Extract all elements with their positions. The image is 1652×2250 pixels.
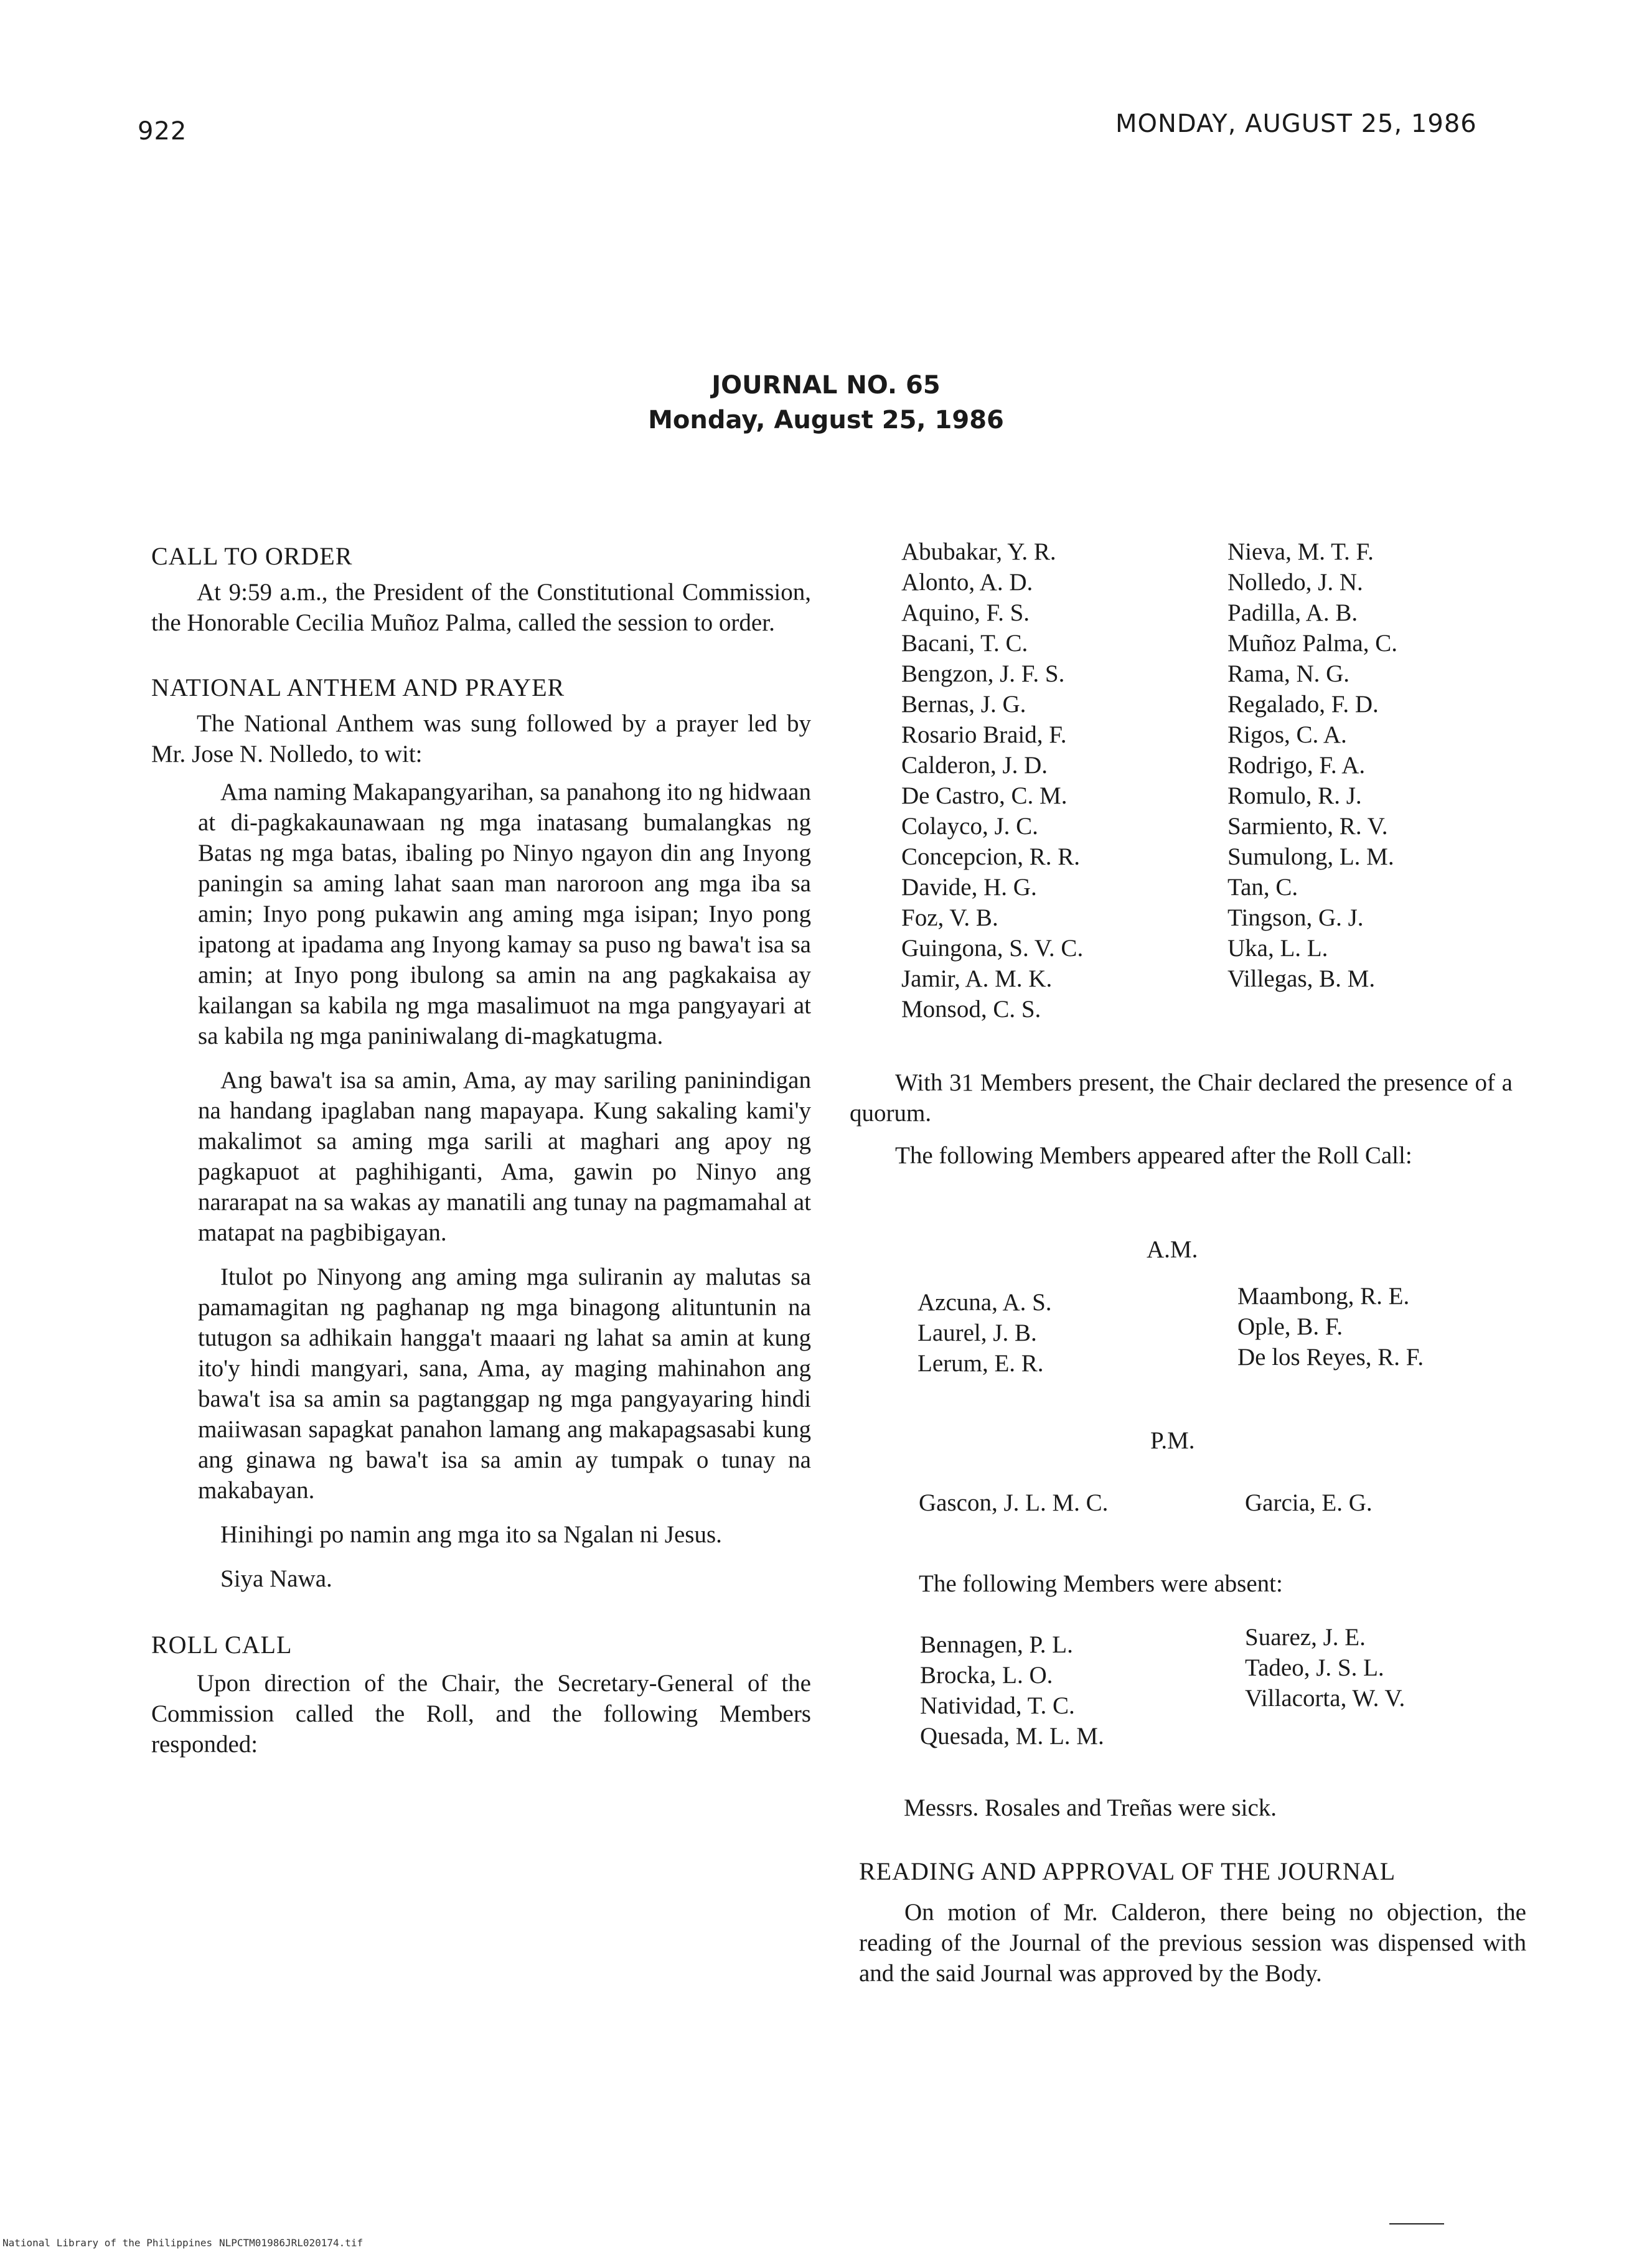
anthem-heading: NATIONAL ANTHEM AND PRAYER [151,673,565,701]
member-name: Laurel, J. B. [918,1320,1037,1346]
member-name: Tan, C. [1227,874,1298,901]
member-name: Rama, N. G. [1227,660,1350,687]
member-name: Bacani, T. C. [901,630,1028,657]
member-name: Villegas, B. M. [1227,965,1376,992]
prayer-paragraph: Itulot po Ninyong ang aming mga suliranin ay malutas sa pamamagitan ng paghanap ng mga binagong alituntunin na tutugon sa adhikain hangga't maaari ng lahat sa amin at kung ito'y hindi mangyari, sana, Ama, ay maging mahinahon ang bawa't isa sa amin sa pagtanggap ng mga pangyayaring hindi maiiwasan sapagkat panahon lamang ang makapagsasabi kung ang ginawa ng bawa't isa sa amin ay tumpak o tunay na makabayan. [198,1263,811,1504]
am-label: A.M. [1147,1236,1198,1263]
member-name: Azcuna, A. S. [918,1289,1052,1316]
prayer-paragraph: Siya Nawa. [220,1565,332,1592]
member-name: Tadeo, J. S. L. [1245,1654,1384,1681]
member-name: Regalado, F. D. [1227,691,1379,718]
footer-file: NLPCTM01986JRL020174.tif [219,2237,364,2249]
call-to-order-heading: CALL TO ORDER [151,542,353,570]
prayer-paragraph: Hinihingi po namin ang mga ito sa Ngalan ni Jesus. [220,1521,722,1548]
footer-rule [1389,2223,1444,2224]
left-column [151,541,811,1760]
call-to-order-text: At 9:59 a.m., the President of the Constitutional Commission, the Honorable Cecilia Muñoz Palma, called the session to order. [151,579,811,636]
member-name: Rigos, C. A. [1227,721,1347,748]
member-name: Uka, L. L. [1227,935,1328,962]
member-name: De Castro, C. M. [901,782,1068,809]
member-name: Padilla, A. B. [1227,599,1358,626]
member-name: Nieva, M. T. F. [1227,538,1374,565]
member-name: Bernas, J. G. [901,691,1026,718]
member-name: Gascon, J. L. M. C. [919,1489,1109,1516]
roll-call-text: Upon direction of the Chair, the Secretary-General of the Commission called the Roll, and the following Members responded: [151,1670,811,1758]
member-name: De los Reyes, R. F. [1237,1344,1424,1371]
member-name: Bengzon, J. F. S. [901,660,1065,687]
member-name: Davide, H. G. [901,874,1037,901]
member-name: Brocka, L. O. [920,1662,1053,1689]
member-name: Muñoz Palma, C. [1227,630,1397,657]
sick-note: Messrs. Rosales and Treñas were sick. [904,1794,1277,1821]
member-name: Concepcion, R. R. [901,843,1081,870]
member-name: Maambong, R. E. [1237,1283,1410,1310]
member-name: Bennagen, P. L. [920,1631,1073,1658]
late-members-intro: The following Members appeared after the Roll Call: [895,1142,1412,1169]
quorum-text: With 31 Members present, the Chair declared the presence of a quorum. [850,1069,1513,1127]
absent-members-col1 [920,1629,1104,1751]
reading-text: On motion of Mr. Calderon, there being no objection, the reading of the Journal of the previous session was dispensed with and the said Journal was approved by the Body. [859,1899,1526,1987]
prayer-paragraph: Ang bawa't isa sa amin, Ama, ay may sariling paninindigan na handang ipaglaban nang mapayapa. Kung sakaling kami'y makalimot sa aming mga sarili at maghari ang apoy ng pagkapuot at paghihiganti, Ama, gawin po Ninyo ang nararapat na sa wakas ay manatili ang tunay na pagmamahal at matapat na pagbibigayan. [198,1067,811,1246]
member-name: Romulo, R. J. [1227,782,1362,809]
member-name: Garcia, E. G. [1245,1489,1373,1516]
pm-members-col1 [919,1488,1108,1518]
absent-members-col2 [1245,1622,1405,1713]
pm-members-col2 [1245,1488,1373,1518]
member-name: Suarez, J. E. [1245,1624,1366,1651]
member-name: Tingson, G. J. [1227,904,1364,931]
reading-heading: READING AND APPROVAL OF THE JOURNAL [859,1857,1396,1885]
member-name: Quesada, M. L. M. [920,1723,1104,1750]
member-name: Sarmiento, R. V. [1227,813,1388,840]
pm-label: P.M. [1150,1427,1195,1454]
member-name: Jamir, A. M. K. [901,965,1053,992]
prayer [198,777,811,1594]
member-name: Calderon, J. D. [901,752,1048,779]
anthem-text: The National Anthem was sung followed by a prayer led by Mr. Jose N. Nolledo, to wit: [151,710,811,767]
page-number: 922 [138,117,187,146]
present-members-col1 [901,537,1083,1024]
member-name: Alonto, A. D. [901,569,1033,596]
roll-call-heading: ROLL CALL [151,1631,293,1659]
absent-intro: The following Members were absent: [919,1570,1283,1597]
member-name: Sumulong, L. M. [1227,843,1394,870]
member-name: Ople, B. F. [1237,1313,1343,1340]
member-name: Rosario Braid, F. [901,721,1067,748]
prayer-paragraph: Ama naming Makapangyarihan, sa panahong ito ng hidwaan at di-pagkakaunawaan ng mga inatasang bumalangkas ng Batas ng mga batas, ibaling po Ninyo ngayon din ang Inyong paningin sa aming lahat saan man naroroon ang mga iba sa amin; Inyo pong pukawin ang aming mga isipan; Inyo pong ipatong at ipadama ang Inyong kamay sa puso ng bawa't isa sa amin; at Inyo pong ibulong sa amin na ang pagkakaisa ay kailangan sa kabila ng mga masalimuot na mga pangyayari at sa kabila ng mga paniniwalang di-magkatugma. [198,779,811,1049]
present-members-col2 [1227,537,1397,994]
am-members-col2 [1237,1281,1424,1372]
member-name: Abubakar, Y. R. [901,538,1056,565]
journal-title: JOURNAL NO. 65 [711,371,941,400]
member-name: Colayco, J. C. [901,813,1038,840]
am-members-col1 [918,1287,1052,1379]
member-name: Nolledo, J. N. [1227,569,1363,596]
member-name: Guingona, S. V. C. [901,935,1084,962]
member-name: Lerum, E. R. [918,1350,1044,1377]
member-name: Aquino, F. S. [901,599,1030,626]
member-name: Natividad, T. C. [920,1692,1075,1719]
member-name: Monsod, C. S. [901,996,1041,1023]
header-date: MONDAY, AUGUST 25, 1986 [1115,110,1477,138]
member-name: Foz, V. B. [901,904,998,931]
journal-date: Monday, August 25, 1986 [648,406,1004,434]
member-name: Rodrigo, F. A. [1227,752,1366,779]
member-name: Villacorta, W. V. [1245,1685,1406,1712]
footer-library: National Library of the Philippines [2,2237,213,2249]
